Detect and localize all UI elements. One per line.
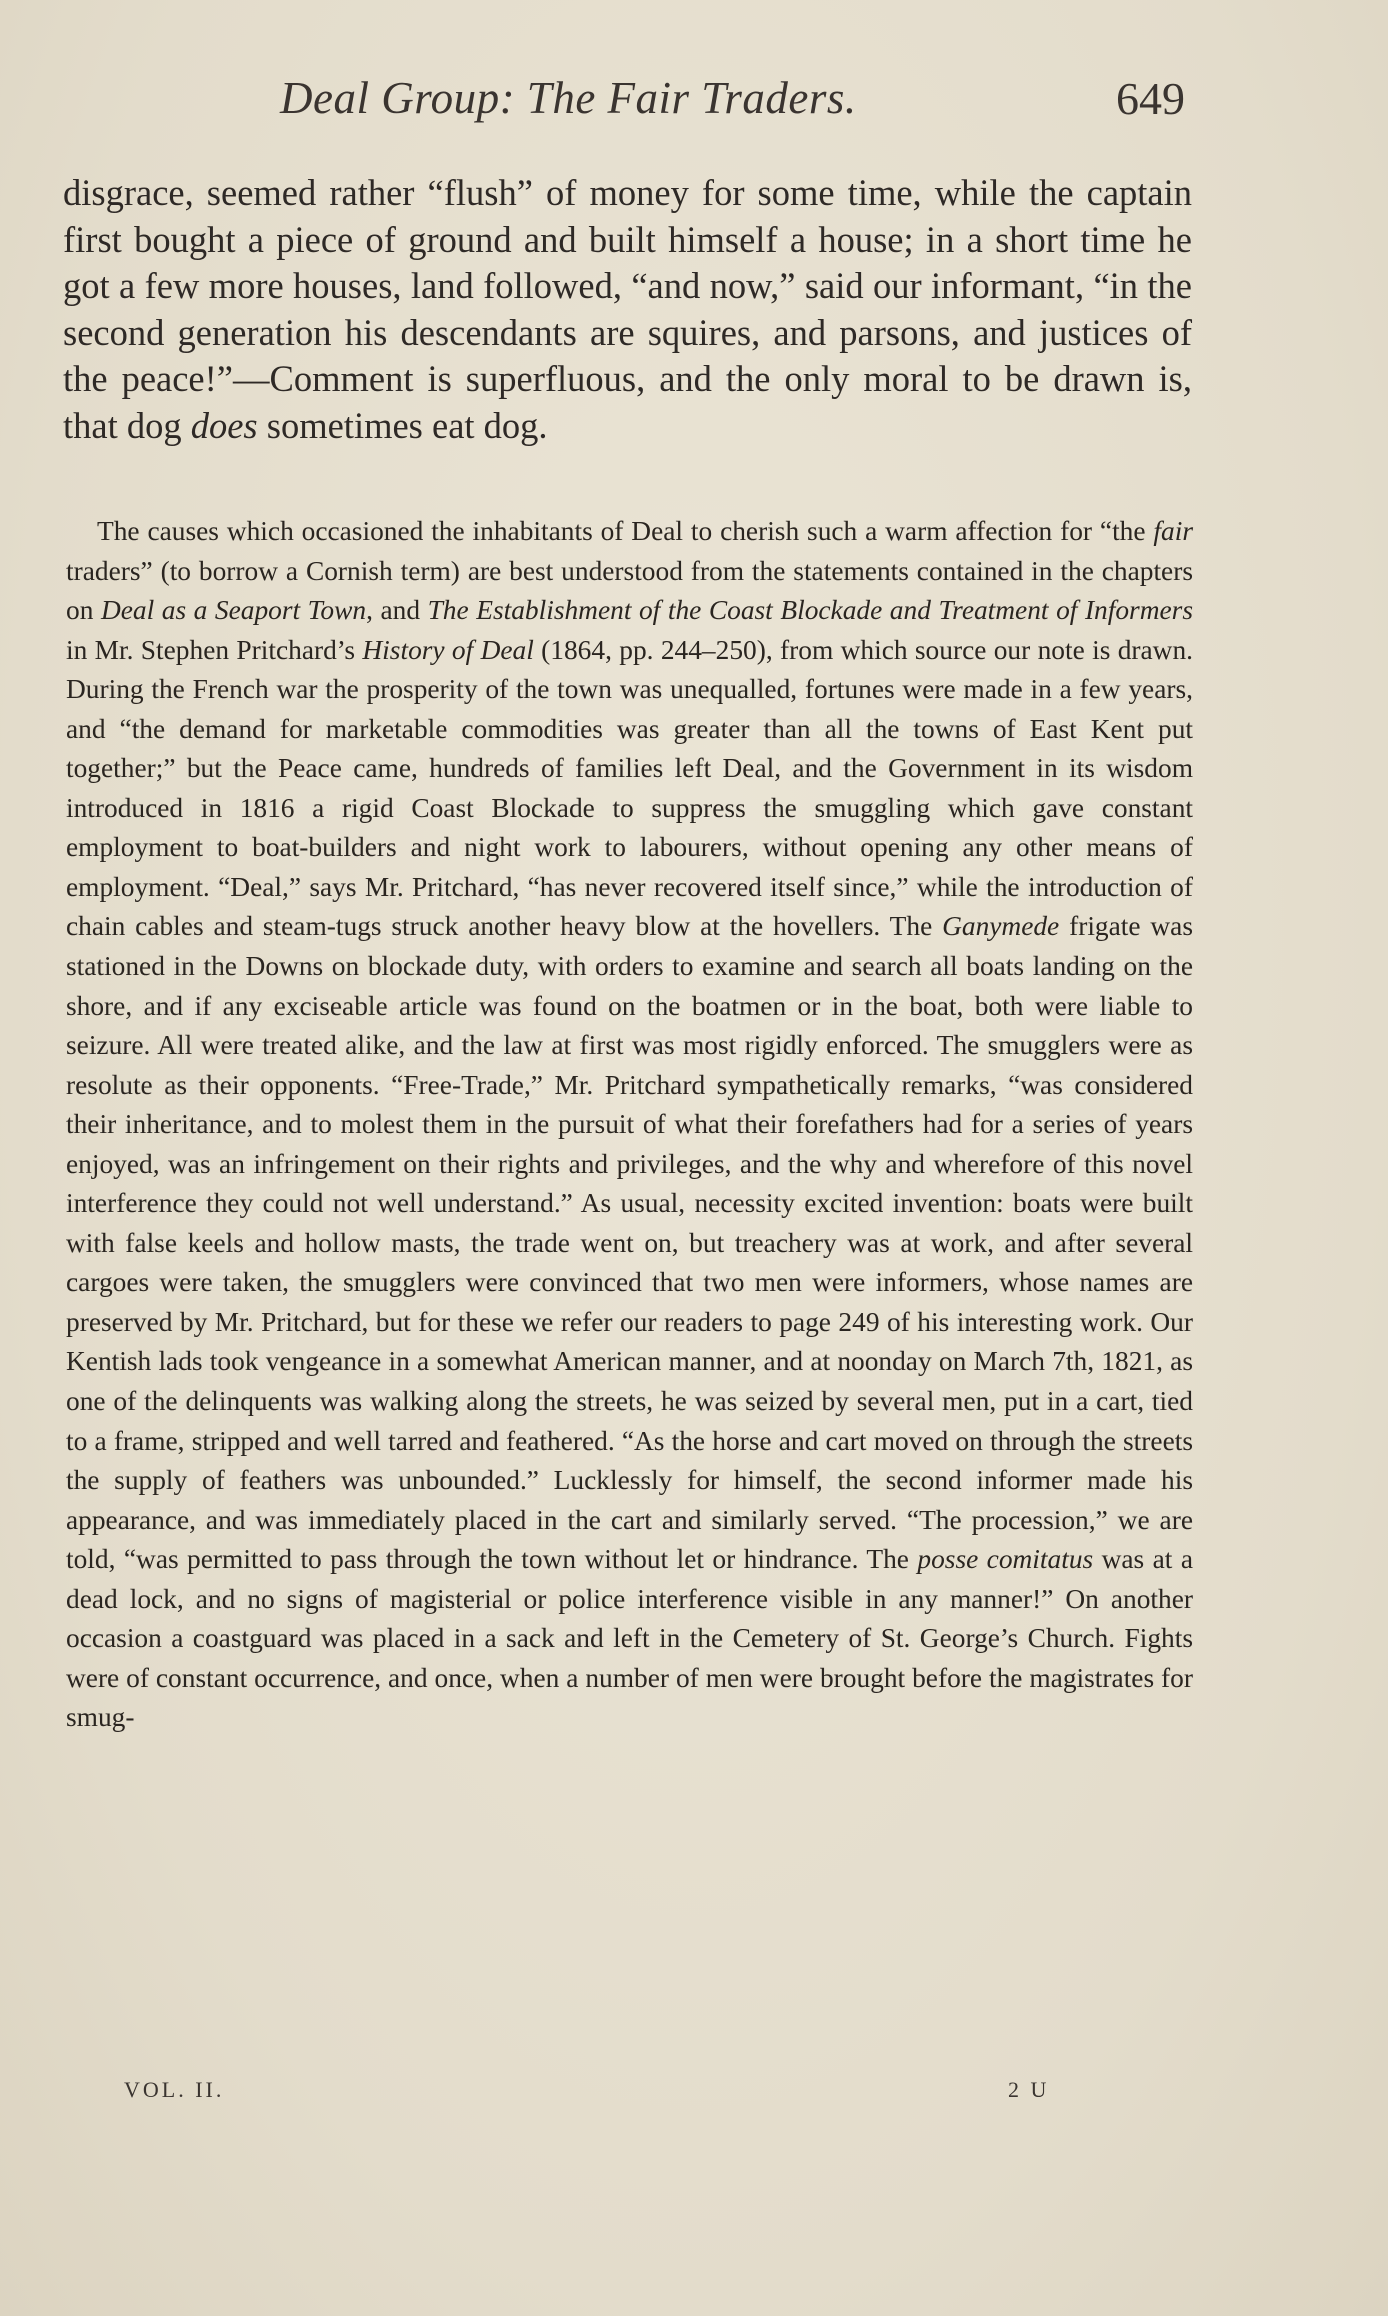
note-text-part: in Mr. Stephen Pritchard’s xyxy=(66,634,363,665)
main-italic-word: does xyxy=(190,404,258,446)
footnote-block xyxy=(66,512,1193,1738)
note-text-part: , and xyxy=(366,595,428,626)
volume-mark: VOL. II. xyxy=(124,2077,225,2102)
note-text-part: traders” (to borrow a Cornish term) are best understood from the statements contained in the chapters on xyxy=(66,555,1193,626)
note-text-part: The causes which occasioned the inhabitants of Deal to cherish such a warm affection for “the xyxy=(97,516,1154,546)
main-text-part: sometimes eat dog. xyxy=(257,404,548,446)
note-italic-chapter-title: The Establishment of the Coast Blockade and Treatment of Informers xyxy=(427,595,1193,626)
running-head xyxy=(280,72,1185,142)
note-italic-book-title: History of Deal xyxy=(362,634,534,665)
note-text-part: was at a dead lock, and no signs of magisterial or police interference visible in any manner!” On another occasion a coastguard was placed in a sack and left in the Cemetery of St. George’s Church. Fights were of constant occurrence, and once, when a number of men were brought before the magistrates for smug- xyxy=(66,1544,1193,1733)
note-italic-ship-name: Ganymede xyxy=(942,911,1060,942)
note-italic-chapter-title: Deal as a Seaport Town xyxy=(100,595,367,626)
note-text-part: frigate was stationed in the Downs on blockade duty, with orders to examine and search all boats landing on the shore, and if any exciseable article was found on the boatmen or in the boat, both were liable to seizure. All were treated alike, and the law at first was most rigidly enforced. The smugglers were as resolute as their opponents. “Free-Trade,” Mr. Pritchard sympathetically remarks, “was considered their inheritance, and to molest them in the pursuit of what their forefathers had for a series of years enjoyed, was an infringement on their rights and privileges, and the why and wherefore of this novel interference they could not well understand.” As usual, necessity excited invention: boats were built with false keels and hollow masts, the trade went on, but treachery was at work, and after several cargoes were taken, the smugglers were convinced that two men were informers, whose names are preserved by Mr. Pritchard, but for these we refer our readers to page 249 of his interesting work. Our Kentish lads took vengeance in a somewhat American manner, and at noonday on March 7th, 1821, as one of the delinquents was walking along the streets, he was seized by several men, put in a cart, tied to a frame, stripped and well tarred and feathered. “As the horse and cart moved on through the streets the supply of feathers was unbounded.” Lucklessly for himself, the second informer made his appearance, and was immediately placed in the cart and similarly served. “The procession,” we are told, “was permitted to pass through the town without let or hindrance. The xyxy=(66,911,1194,1575)
note-italic-latin: posse comitatus xyxy=(917,1544,1094,1575)
note-text-part: (1864, pp. 244–250), from which source our note is drawn. During the French war the prosperity of the town was unequalled, fortunes were made in a few years, and “the demand for marketable commodities was greater than all the towns of East Kent put together;” but the Peace came, hundreds of families left Deal, and the Government in its wisdom introduced in 1816 a rigid Coast Blockade to suppress the smuggling which gave constant employment to boat-builders and night work to labourers, without opening any other means of employment. “Deal,” says Mr. Pritchard, “has never recovered itself since,” while the introduction of chain cables and steam-tugs struck another heavy blow at the hovellers. The xyxy=(66,634,1193,942)
signature-mark: 2 U xyxy=(1008,2077,1050,2102)
page-number: 649 xyxy=(1116,73,1185,124)
main-paragraph xyxy=(63,170,1192,449)
note-italic: fair xyxy=(1153,516,1193,546)
running-title: Deal Group: The Fair Traders. xyxy=(280,73,857,123)
main-text-part: disgrace, seemed rather “flush” of money for some time, while the captain first bought a piece of ground and built himself a house; in a short time he got a few more houses, land followed, “and now,” said our informant, “in the second generation his descendants are squires, and parsons, and justices of the peace!”—Comment is superfluous, and the only moral to be drawn is, that dog xyxy=(63,172,1192,446)
